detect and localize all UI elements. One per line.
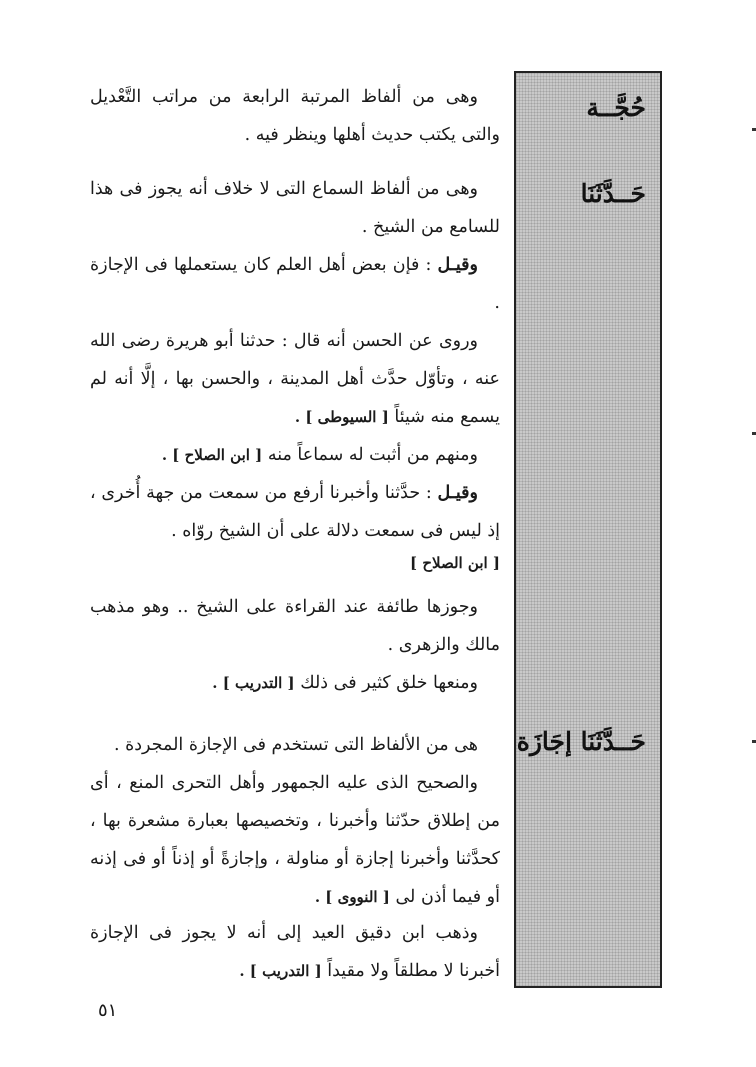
citation-ibn-salah-1: [ ابن الصلاح ] . <box>161 446 263 464</box>
term-hujja: حُجَّــة <box>586 93 646 122</box>
paragraph-jawwazaha: وجوزها طائفة عند القراءة على الشيخ .. وهو مذهب مالك والزهرى . <box>90 597 500 655</box>
term-haddathana: حَــدَّثَنَا <box>580 179 646 208</box>
citation-nawawi: [ النووى ] . <box>314 888 390 906</box>
paragraph-ijaza-mujarrada: هى من الألفاظ التى تستخدم فى الإجازة المجردة . <box>113 735 478 755</box>
paragraph-hasan: وروى عن الحسن أنه قال : حدثنا أبو هريرة رضى الله عنه ، وتأوّل حدَّث أهل المدينة ، والحسن بها ، إلَّا أنه لم يسمع منه شيئاً [ السيوطى ] . <box>90 331 500 427</box>
paragraph-sahih: والصحيح الذى عليه الجمهور وأهل التحرى المنع ، أى من إطلاق حدّثنا وأخبرنا ، وتخصيصها بعبارة مشعرة بها ، كحدَّثنا وأخبرنا إجازة أو مناولة ، وإجازةً أو إذناً أو فى إذنه أو فيما أذن لى [ النووى ] . <box>90 773 500 907</box>
citation-tadrib-2: [ التدريب ] . <box>239 962 322 980</box>
paragraph-qila-1: وقيـل : فإن بعض أهل العلم كان يستعملها فى الإجازة . <box>90 255 500 313</box>
page-number: ٥١ <box>98 1000 118 1021</box>
edge-mark <box>752 740 756 743</box>
text-column <box>90 0 500 1067</box>
term-column <box>514 71 662 988</box>
paragraph-ibn-daqiq: وذهب ابن دقيق العيد إلى أنه لا يجوز فى الإجازة أخبرنا لا مطلقاً ولا مقيداً [ التدريب ] . <box>90 923 500 981</box>
paragraph-minhum: ومنهم من أثبت له سماعاً منه [ ابن الصلاح ] . <box>161 445 478 465</box>
paragraph-hujja: وهى من ألفاظ المرتبة الرابعة من مراتب التَّعْديل والتى يكتب حديث أهلها وينظر فيه . <box>90 87 500 145</box>
citation-suyuti: [ السيوطى ] . <box>294 408 389 426</box>
paragraph-qila-2: وقيـل : حدَّثنا وأخبرنا أرفع من سمعت من جهة أُخرى ، إذ ليس فى سمعت دلالة على أن الشيخ روّاه . <box>90 483 500 541</box>
edge-mark <box>752 128 756 131</box>
paragraph-sama: وهى من ألفاظ السماع التى لا خلاف أنه يجوز فى هذا للسامع من الشيخ . <box>90 179 500 237</box>
term-haddathana-ijaza: حَــدَّثَنَا إجَازَة <box>516 727 646 756</box>
edge-mark <box>752 432 756 435</box>
citation-ibn-salah-2: [ ابن الصلاح ] <box>410 554 500 572</box>
citation-tadrib-1: [ التدريب ] . <box>212 674 295 692</box>
paragraph-manaaha: ومنعها خلق كثير فى ذلك [ التدريب ] . <box>212 673 478 693</box>
